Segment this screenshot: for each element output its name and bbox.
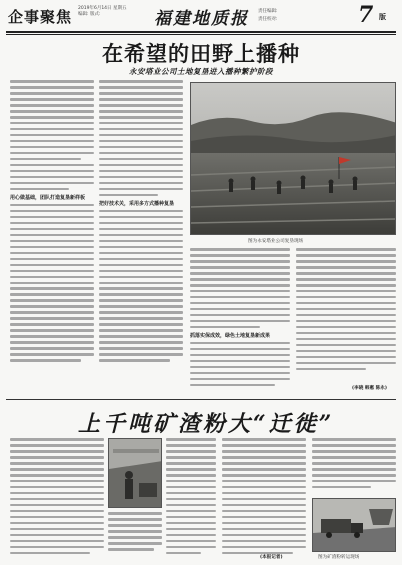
article1-subheadline: 永安塔业公司土地复垦进入播种繁护阶段 [129, 67, 273, 76]
article1-column-2 [99, 80, 183, 396]
article-divider [6, 399, 396, 400]
section-name: 企事聚焦 [8, 8, 73, 26]
issue-meta [78, 6, 126, 18]
page-number: 7 [358, 2, 374, 28]
article1-photo [190, 82, 396, 235]
article1-column-1 [10, 80, 94, 396]
article2-right-photo-caption: 图为矿渣粉转运现场 [318, 555, 360, 560]
article2-column-4 [222, 438, 306, 562]
article2-right-photo [312, 498, 396, 552]
article2-column-2-lower [108, 512, 162, 562]
responsible-proofreader: 责任校对: [258, 17, 278, 22]
issue-date: 2019年6月14日 星期五 [78, 6, 127, 11]
page-unit: 版 [379, 12, 386, 21]
article1-byline: (李晓 韩惠 陈永) [352, 386, 387, 391]
article2-byline: (本报记者) [260, 555, 283, 560]
article2-column-5 [312, 438, 396, 494]
article2-headline: 上千吨矿渣粉大“迁徙” [78, 411, 335, 437]
article1-subhead-1: 用心做基础，团队打造复垦新样板 [10, 194, 86, 201]
header-rule [6, 31, 396, 33]
article1-column-3 [190, 248, 290, 394]
article1-subhead-2: 把好技术关，采用多方式播种复垦 [99, 200, 175, 207]
article1-headline: 在希望的田野上播种 [102, 41, 300, 66]
responsible-editor: 责任编辑: [258, 9, 278, 14]
article2-column-1 [10, 438, 104, 562]
article1-photo-caption: 图为永安塔业公司复垦现场 [248, 239, 304, 244]
article1-column-4 [296, 248, 396, 394]
newspaper-title: 福建地质报 [154, 9, 249, 29]
article1-subhead-3: 抓落实保成效，绿色土地复垦新成果 [190, 332, 271, 339]
article2-left-photo [108, 438, 162, 508]
header-rule-thin [6, 34, 396, 35]
issue-editors: 编辑: 版式: [78, 12, 101, 17]
article2-column-3 [166, 438, 216, 562]
